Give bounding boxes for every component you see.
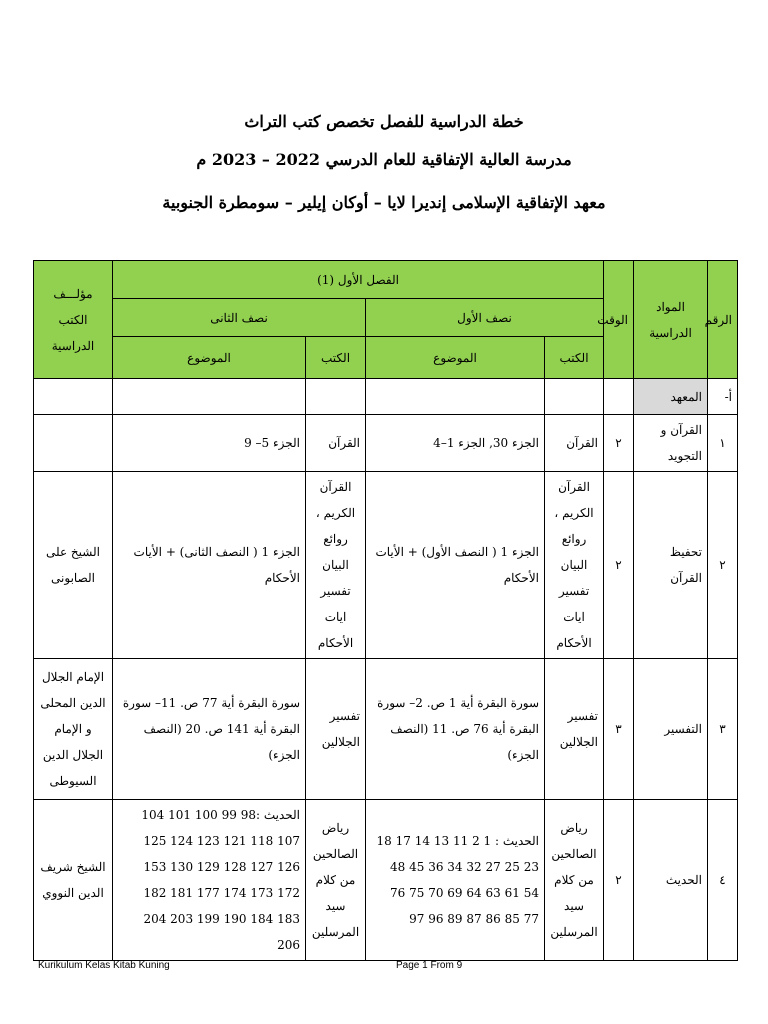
header-books-first: الكتب bbox=[545, 337, 604, 379]
page-number: Page 1 From 9 bbox=[396, 960, 463, 971]
header-topic-second: الموضوع bbox=[113, 337, 306, 379]
row-topic-second: الجزء 5– 9 bbox=[113, 415, 306, 472]
header-topic-first: الموضوع bbox=[366, 337, 545, 379]
header-second-half: نصف الثانى bbox=[113, 299, 366, 337]
row-topic-first: الجزء 1 ( النصف الأول) + الأيات الأحكام bbox=[366, 472, 545, 659]
row-topic-first: سورة البقرة أية 1 ص. 2– سورة البقرة أية 76 ص. 11 (النصف الجزء) bbox=[366, 659, 545, 800]
row-time: ٣ bbox=[604, 659, 634, 800]
table-row bbox=[34, 659, 738, 800]
row-topic-second: سورة البقرة أية 77 ص. 11– سورة البقرة أية 141 ص. 20 (النصف الجزء) bbox=[113, 659, 306, 800]
row-author: الإمام الجلال الدين المحلى و الإمام الجلال الدين السيوطى bbox=[34, 659, 113, 800]
row-number: ١ bbox=[708, 415, 738, 472]
row-book-second: القرآن bbox=[306, 415, 366, 472]
header-first-half: نصف الأول bbox=[366, 299, 604, 337]
school-year-title: مدرسة العالية الإتفاقية للعام الدرسي 2022 – 2023 م bbox=[196, 150, 572, 169]
row-author: الشيخ على الصابونى bbox=[34, 472, 113, 659]
row-book-first: القرآن الكريم ، روائع البيان تفسير ايات الأحكام bbox=[545, 472, 604, 659]
row-number: ٣ bbox=[708, 659, 738, 800]
table-row bbox=[34, 415, 738, 472]
header-subject: المواد الدراسية bbox=[634, 261, 708, 379]
row-time: ٢ bbox=[604, 472, 634, 659]
section-label: المعهد bbox=[634, 379, 708, 415]
header-time: الوقت bbox=[604, 261, 634, 379]
row-time: ٢ bbox=[604, 415, 634, 472]
row-topic-second: الجزء 1 ( النصف الثانى) + الأيات الأحكام bbox=[113, 472, 306, 659]
row-author: الشيخ شريف الدين النووي bbox=[34, 800, 113, 961]
row-author bbox=[34, 415, 113, 472]
institute-title: معهد الإتفاقية الإسلامى إنديرا لايا – أوكان إيلير – سومطرة الجنوبية bbox=[162, 193, 606, 212]
table-row bbox=[34, 472, 738, 659]
row-number: ٤ bbox=[708, 800, 738, 961]
row-number: ٢ bbox=[708, 472, 738, 659]
row-time: ٢ bbox=[604, 800, 634, 961]
row-book-second: تفسير الجلالين bbox=[306, 659, 366, 800]
row-book-second: القرآن الكريم ، روائع البيان تفسير ايات الأحكام bbox=[306, 472, 366, 659]
row-topic-second: الحديث :98 99 100 101 104 107 118 121 123 124 125 126 127 128 129 130 153 172 173 174 177 181 182 183 184 190 199 203 204 206 bbox=[113, 800, 306, 961]
row-subject: الحديث bbox=[634, 800, 708, 961]
row-topic-first: الجزء 30, الجزء 1–4 bbox=[366, 415, 545, 472]
document-title: خطة الدراسية للفصل تخصص كتب التراث bbox=[244, 112, 524, 131]
header-semester: الفصل الأول (1) bbox=[113, 261, 604, 299]
row-book-first: تفسير الجلالين bbox=[545, 659, 604, 800]
header-books-second: الكتب bbox=[306, 337, 366, 379]
row-subject: تحفيظ القرآن bbox=[634, 472, 708, 659]
row-book-first: رياض الصالحين من كلام سيد المرسلين bbox=[545, 800, 604, 961]
section-number: أ- bbox=[708, 379, 738, 415]
row-book-second: رياض الصالحين من كلام سيد المرسلين bbox=[306, 800, 366, 961]
row-subject: التفسير bbox=[634, 659, 708, 800]
table-row bbox=[34, 800, 738, 961]
footer-left: Kurikulum Kelas Kitab Kuning bbox=[38, 960, 170, 971]
row-book-first: القرآن bbox=[545, 415, 604, 472]
row-subject: القرآن و التجويد bbox=[634, 415, 708, 472]
header-authors: مؤلـــف الكتب الدراسية bbox=[34, 261, 113, 379]
row-topic-first: الحديث : 1 2 11 13 14 17 18 23 25 27 32 34 36 45 48 54 61 63 64 69 70 75 76 77 85 86 87 89 96 97 bbox=[366, 800, 545, 961]
header-number: الرقم bbox=[708, 261, 738, 379]
curriculum-table bbox=[33, 260, 738, 961]
